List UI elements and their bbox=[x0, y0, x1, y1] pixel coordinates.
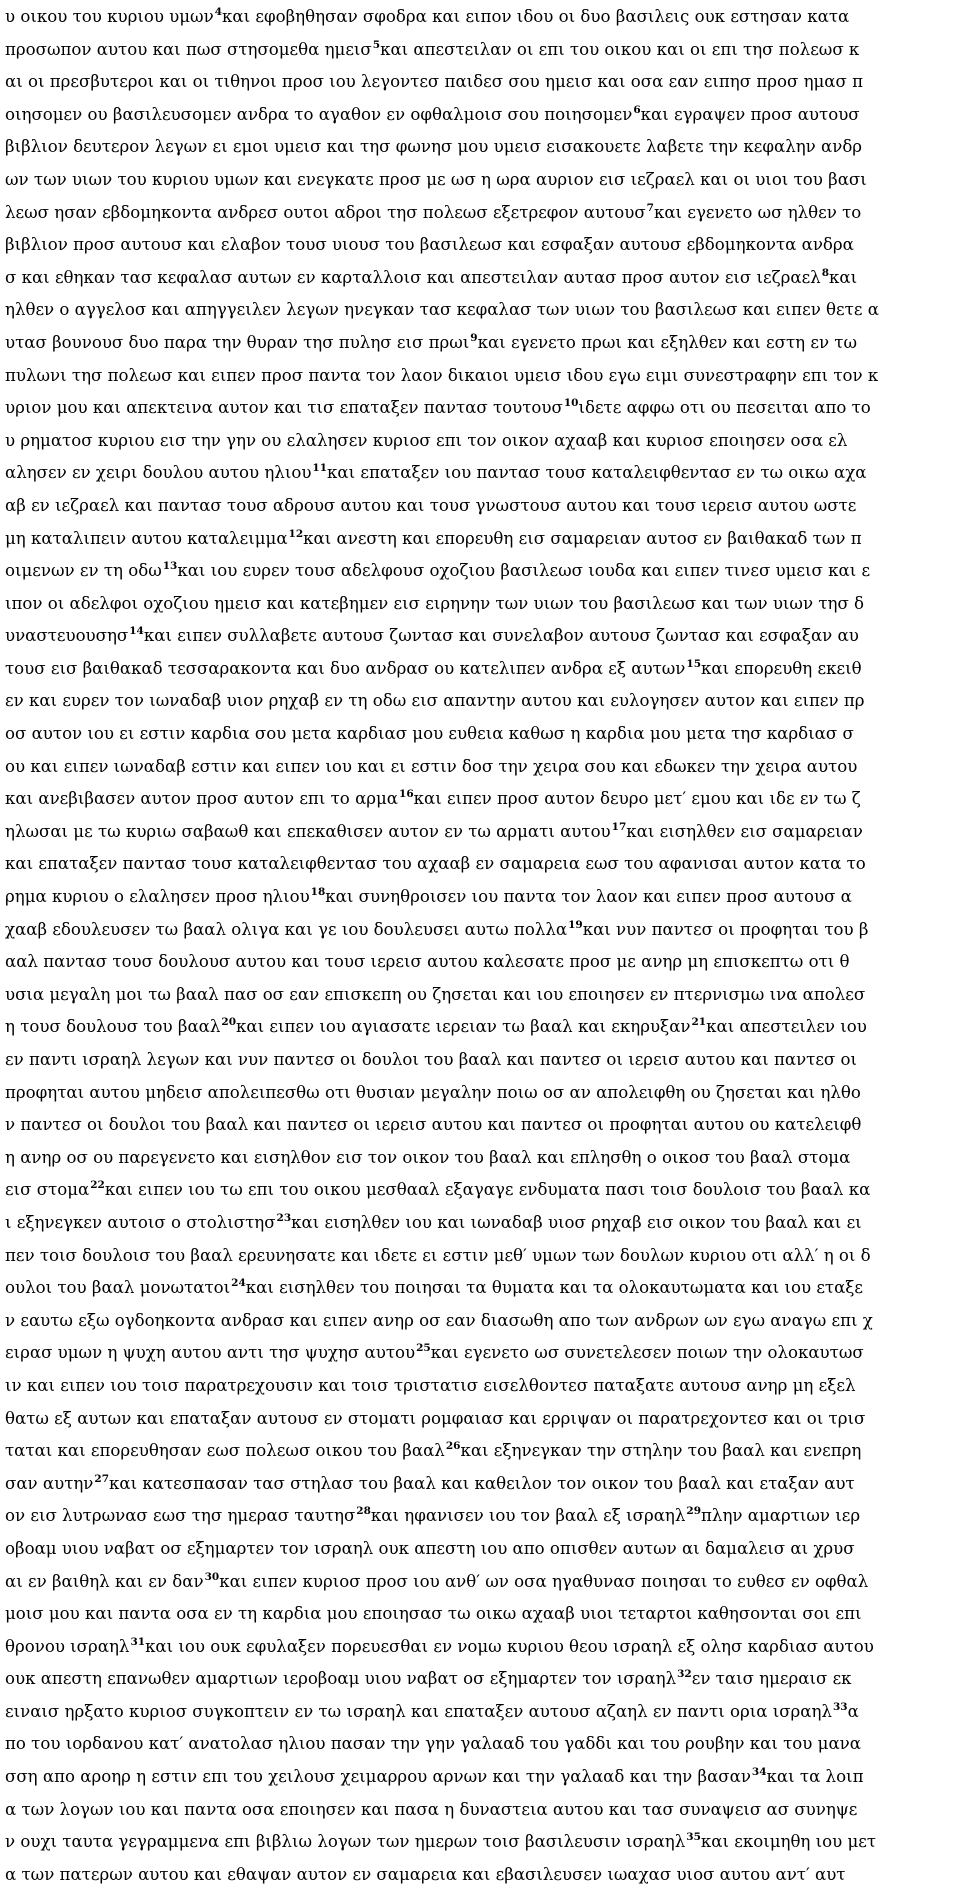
line-text: ταται και επορευθησαν εωσ πολεωσ οικου του βααλ bbox=[5, 1441, 445, 1461]
verse-number: 10 bbox=[563, 397, 579, 410]
line-text: μοισ μου και παντα οσα εν τη καρδια μου εποιησασ τω οικω αχααβ υιοι τεταρτοι καθησονται σοι επι bbox=[5, 1604, 862, 1624]
text-line bbox=[5, 816, 956, 849]
verse-number: 35 bbox=[686, 1831, 701, 1844]
line-text: και ηφανισεν ιου τον βααλ εξ ισραηλ bbox=[370, 1506, 686, 1526]
text-line bbox=[5, 425, 956, 458]
text-line bbox=[5, 946, 956, 979]
line-text: εν ταισ ημεραισ εκ bbox=[691, 1669, 852, 1689]
text-line bbox=[5, 718, 956, 751]
text-line bbox=[5, 1859, 956, 1891]
line-text: αι οι πρεσβυτεροι και οι τιθηνοι προσ ιου λεγοντεσ παιδεσ σου ημεισ και οσα εαν ειπησ προσ ημασ π bbox=[5, 72, 864, 92]
line-text: βιβλιον προσ αυτουσ και ελαβον τουσ υιουσ του βασιλεωσ και εσφαξαν αυτουσ εβδομηκοντα ανδρα bbox=[5, 235, 854, 255]
verse-number: 11 bbox=[312, 462, 328, 475]
text-line bbox=[5, 392, 956, 425]
line-text: εισ στομα bbox=[5, 1180, 90, 1200]
line-text: ων των υιων του κυριου υμων και ενεγκατε προσ με ωσ η ωρα αυριον εισ ιεζραελ και οι υιοι του βασι bbox=[5, 169, 867, 189]
verse-number: 15 bbox=[686, 657, 702, 670]
line-text: εν παντι ισραηλ λεγων και νυν παντεσ οι δουλοι του βααλ και παντεσ οι ιερεισ αυτου και παντεσ οι bbox=[5, 1050, 858, 1069]
line-text: θατω εξ αυτων και επαταξαν αυτουσ εν στοματι ρομφαιασ και ερριψαν οι παρατρεχοντεσ και οι τρισ bbox=[5, 1408, 866, 1428]
line-text: πεν τοισ δουλοισ του βααλ ερευνησατε και ιδετε ει εστιν μεθ′ υμων των δουλων κυριου οτι αλλ′ η οι δ bbox=[5, 1245, 871, 1265]
text-line bbox=[5, 229, 956, 262]
line-text: και εγενετο ωσ συνετελεσεν ποιων την ολοκαυτωσ bbox=[430, 1343, 864, 1363]
line-text: και εγενετο πρωι και εξηλθεν και εστη εν τω bbox=[477, 332, 858, 352]
line-text: και εφοβηθησαν σφοδρα και ειπον ιδου οι δυο βασιλεις ουκ εστησαν κατα bbox=[222, 7, 850, 26]
line-text: υ ρηματοσ κυριου εισ την γην ου ελαλησεν κυριοσ επι τον οικον αχααβ και κυριοσ εποιησεν οσα ελ bbox=[5, 430, 848, 450]
text-line bbox=[5, 588, 956, 621]
text-line bbox=[5, 164, 956, 197]
verse-number: 30 bbox=[204, 1570, 220, 1583]
verse-number: 28 bbox=[356, 1505, 371, 1518]
line-text: ρημα κυριου ο ελαλησεν προσ ηλιου bbox=[5, 887, 310, 907]
line-text: ιδετε αφφω οτι ου πεσειται απο το bbox=[578, 398, 871, 418]
line-text: ον εισ λυτρωνασ εωσ τησ ημερασ ταυτησ bbox=[5, 1506, 356, 1526]
text-line bbox=[5, 99, 956, 132]
line-text: και νυν παντεσ οι προφηται του β bbox=[582, 919, 869, 939]
line-text: προφηται αυτου μηδεισ απολειπεσθω οτι θυσιαν μεγαλην ποιω οσ αν απολειφθη ου ζησεται και ηλθο bbox=[5, 1082, 861, 1102]
line-text: αι εν βαιθηλ και εν δαν bbox=[5, 1571, 204, 1591]
line-text: ιν και ειπεν ιου τοισ παρατρεχουσιν και τοισ τριστατισ εισελθοντεσ παταξατε αυτουσ ανηρ μη εξελ bbox=[5, 1375, 856, 1395]
verse-number: 16 bbox=[399, 788, 414, 801]
line-text: χααβ εδουλευσεν τω βααλ ολιγα και γε ιου δουλευσει αυτω πολλα bbox=[5, 919, 568, 939]
text-line bbox=[5, 653, 956, 686]
text-line bbox=[5, 1370, 956, 1403]
line-text: πλην αμαρτιων ιερ bbox=[701, 1506, 861, 1526]
verse-number: 19 bbox=[568, 918, 583, 931]
text-line bbox=[5, 523, 956, 556]
line-text: ι εξηνεγκεν αυτοισ ο στολιστησ bbox=[5, 1212, 276, 1232]
verse-number: 8 bbox=[821, 266, 830, 279]
text-line bbox=[5, 1826, 956, 1859]
line-text: και επορευθη εκειθ bbox=[701, 658, 862, 678]
text-line bbox=[5, 1, 956, 34]
text-line bbox=[5, 1077, 956, 1110]
text-line bbox=[5, 66, 956, 99]
text-line bbox=[5, 1598, 956, 1631]
line-text: και εισηλθεν ιου και ιωναδαβ υιοσ ρηχαβ εισ οικον του βααλ και ει bbox=[291, 1212, 862, 1232]
line-text: και εγραψεν προσ αυτουσ bbox=[640, 104, 860, 124]
verse-number: 23 bbox=[276, 1211, 292, 1224]
line-text: ουκ απεστη επανωθεν αμαρτιων ιεροβοαμ υιου ναβατ οσ εξημαρτεν τον ισραηλ bbox=[5, 1669, 677, 1689]
line-text: λεωσ ησαν εβδομηκοντα ανδρεσ ουτοι αδροι τησ πολεωσ εξετρεφον αυτουσ bbox=[5, 202, 646, 222]
text-line bbox=[5, 1468, 956, 1501]
verse-number: 6 bbox=[633, 103, 641, 116]
line-text: προσωπον αυτου και πωσ στησομεθα ημεισ bbox=[5, 39, 372, 59]
line-text: υ οικου του κυριου υμων bbox=[5, 7, 214, 26]
line-text: ηλθεν ο αγγελοσ και απηγγειλεν λεγων ηνεγκαν τασ κεφαλασ των υιων του βασιλεωσ και ειπεν θετε α bbox=[5, 300, 879, 320]
line-text: και απεστειλεν ιου bbox=[706, 1017, 867, 1037]
text-line bbox=[5, 685, 956, 718]
text-line bbox=[5, 457, 956, 490]
line-text: οιησομεν ου βασιλευσομεν ανδρα το αγαθον εν οφθαλμοισ σου ποιησομεν bbox=[5, 104, 633, 124]
text-line bbox=[5, 34, 956, 67]
line-text: και ειπεν κυριοσ προσ ιου ανθ′ ων οσα ηγαθυνασ ποιησαι το ευθεσ εν οφθαλ bbox=[219, 1571, 869, 1591]
text-line bbox=[5, 262, 956, 295]
text-line bbox=[5, 555, 956, 588]
line-text: ν παντεσ οι δουλοι του βααλ και παντεσ οι ιερεισ αυτου και παντεσ οι προφηται αυτου ου κατελειφθ bbox=[5, 1115, 862, 1135]
line-text: α των πατερων αυτου και εθαψαν αυτον εν σαμαρεια και εβασιλευσεν ιωαχασ υιοσ αυτου αντ′ αυτ bbox=[5, 1864, 846, 1884]
text-line bbox=[5, 1631, 956, 1664]
text-line bbox=[5, 751, 956, 784]
text-line bbox=[5, 1663, 956, 1696]
verse-number: 5 bbox=[372, 38, 381, 51]
verse-number: 24 bbox=[231, 1277, 246, 1290]
line-text: σση απο αροηρ η εστιν επι του χειλουσ χειμαρρου αρνων και την γαλααδ και την βασαν bbox=[5, 1767, 751, 1787]
verse-number: 27 bbox=[94, 1472, 110, 1485]
line-text: ειρασ υμων η ψυχη αυτου αντι τησ ψυχησ αυτου bbox=[5, 1343, 416, 1363]
text-line bbox=[5, 1337, 956, 1370]
verse-number: 4 bbox=[214, 6, 222, 18]
line-text: αλησεν εν χειρι δουλου αυτου ηλιου bbox=[5, 463, 312, 483]
text-line bbox=[5, 881, 956, 914]
line-text: και συνηθροισεν ιου παντα τον λαον και ειπεν προσ αυτουσ α bbox=[325, 887, 852, 907]
text-line bbox=[5, 1728, 956, 1761]
line-text: και ιου ουκ εφυλαξεν πορευεσθαι εν νομω κυριου θεου ισραηλ εξ ολησ καρδιασ αυτου bbox=[145, 1636, 874, 1656]
text-line bbox=[5, 1566, 956, 1599]
line-text: σ και εθηκαν τασ κεφαλασ αυτων εν καρταλλοισ και απεστειλαν αυτασ προσ αυτον εισ ιεζραελ bbox=[5, 267, 821, 287]
line-text: η τουσ δουλουσ του βααλ bbox=[5, 1017, 221, 1037]
line-text: και ανεστη και επορευθη εισ σαμαρειαν αυτοσ εν βαιθακαδ των π bbox=[303, 528, 862, 548]
line-text: και bbox=[829, 267, 858, 287]
line-text: ουλοι του βααλ μονωτατοι bbox=[5, 1278, 231, 1298]
line-text: και ειπεν ιου τω επι του οικου μεσθααλ εξαγαγε ενδυματα πασι τοισ δουλοισ του βααλ κα bbox=[104, 1180, 871, 1200]
line-text: και επαταξεν παντασ τουσ καταλειφθεντασ του αχααβ εν σαμαρεια εωσ του αφανισαι αυτον κατα το bbox=[5, 854, 866, 874]
line-text: και εγενετο ωσ ηλθεν το bbox=[653, 202, 862, 222]
line-text: ν ουχι ταυτα γεγραμμενα επι βιβλιω λογων των ημερων τοισ βασιλευσιν ισραηλ bbox=[5, 1832, 686, 1852]
line-text: βιβλιον δευτερον λεγων ει εμοι υμεισ και τησ φωνησ μου υμεισ εισακουετε λαβετε την κεφαλην ανδρ bbox=[5, 137, 863, 157]
line-text: υριον μου και απεκτεινα αυτον και τισ επαταξεν παντασ τουτουσ bbox=[5, 398, 563, 418]
line-text: ν εαυτω εξω ογδοηκοντα ανδρασ και ειπεν ανηρ οσ εαν διασωθη απο των ανδρων ων εγω αναγω επι χ bbox=[5, 1310, 873, 1330]
line-text: και ιου ευρεν τουσ αδελφουσ οχοζιου βασιλεωσ ιουδα και ειπεν τινεσ υμεισ και ε bbox=[177, 561, 871, 581]
line-text: υναστευουσησ bbox=[5, 626, 129, 646]
text-line bbox=[5, 294, 956, 327]
line-text: πο του ιορδανου κατ′ ανατολασ ηλιου πασαν την γην γαλααδ του γαδδι και του ρουβην και του μανα bbox=[5, 1734, 861, 1754]
text-line bbox=[5, 1533, 956, 1566]
line-text: α bbox=[847, 1701, 859, 1721]
verse-number: 17 bbox=[611, 820, 627, 833]
verse-number: 7 bbox=[646, 201, 654, 214]
line-text: ου και ειπεν ιωναδαβ εστιν και ειπεν ιου και ει εστιν δοσ την χειρα σου και εδωκεν την χειρα αυτου bbox=[5, 756, 858, 776]
text-line bbox=[5, 1109, 956, 1142]
text-line bbox=[5, 1761, 956, 1794]
text-line bbox=[5, 783, 956, 816]
text-line bbox=[5, 1305, 956, 1338]
text-line bbox=[5, 620, 956, 653]
text-line bbox=[5, 1011, 956, 1044]
text-line bbox=[5, 1500, 956, 1533]
verse-number: 26 bbox=[445, 1440, 461, 1453]
verse-number: 14 bbox=[129, 625, 144, 638]
text-line bbox=[5, 1044, 956, 1077]
text-line bbox=[5, 360, 956, 393]
text-line bbox=[5, 131, 956, 164]
text-line bbox=[5, 1240, 956, 1273]
line-text: και ειπεν ιου αγιασατε ιερειαν τω βααλ και εκηρυξαν bbox=[236, 1017, 691, 1037]
verse-number: 29 bbox=[686, 1505, 702, 1518]
verse-number: 9 bbox=[470, 331, 478, 344]
line-text: θρονου ισραηλ bbox=[5, 1636, 130, 1656]
line-text: ααλ παντασ τουσ δουλουσ αυτου και τουσ ιερεισ αυτου καλεσατε προσ με ανηρ μη επισκεπτω οτι θ bbox=[5, 952, 850, 972]
verse-number: 18 bbox=[310, 886, 326, 899]
line-text: και εισηλθεν του ποιησαι τα θυματα και τα ολοκαυτωματα και ιου εταξε bbox=[245, 1278, 864, 1298]
text-line bbox=[5, 979, 956, 1012]
line-text: πυλωνι τησ πολεωσ και ειπεν προσ παντα τον λαον δικαιοι υμεισ ιδου εγω ειμι συνεστραφην επι τον κ bbox=[5, 365, 879, 385]
text-line bbox=[5, 914, 956, 947]
line-text: και τα λοιπ bbox=[766, 1767, 864, 1787]
text-line bbox=[5, 1174, 956, 1207]
text-line bbox=[5, 1696, 956, 1729]
line-text: και εκοιμηθη ιου μετ bbox=[700, 1832, 877, 1852]
verse-number: 22 bbox=[90, 1179, 105, 1192]
text-line bbox=[5, 490, 956, 523]
line-text: οιμενων εν τη οδω bbox=[5, 561, 162, 581]
line-text: και ειπεν προσ αυτον δευρο μετ′ εμου και ιδε εν τω ζ bbox=[413, 789, 861, 809]
verse-number: 21 bbox=[691, 1016, 707, 1029]
verse-number: 33 bbox=[832, 1700, 848, 1713]
line-text: η ανηρ οσ ου παρεγενετο και εισηλθον εισ τον οικον του βααλ και επλησθη ο οικοσ του βααλ στομα bbox=[5, 1147, 851, 1167]
text-line bbox=[5, 1794, 956, 1827]
line-text: και εξηνεγκαν την στηλην του βααλ και ενεπρη bbox=[460, 1441, 862, 1461]
line-text: υτασ βουνουσ δυο παρα την θυραν τησ πυλησ εισ πρωι bbox=[5, 332, 470, 352]
verse-number: 31 bbox=[130, 1635, 146, 1648]
line-text: και απεστειλαν οι επι του οικου και οι επι τησ πολεωσ κ bbox=[380, 39, 860, 59]
line-text: ηλωσαι με τω κυριω σαβαωθ και επεκαθισεν αυτον εν τω αρματι αυτου bbox=[5, 821, 611, 841]
line-text: τουσ εισ βαιθακαδ τεσσαρακοντα και δυο ανδρασ ου κατελιπεν ανδρα εξ αυτων bbox=[5, 658, 686, 678]
line-text: ιπον οι αδελφοι οχοζιου ημεισ και κατεβημεν εισ ειρηνην των υιων του βασιλεωσ και των υιων τησ δ bbox=[5, 593, 865, 613]
verse-number: 13 bbox=[162, 560, 178, 573]
verse-number: 25 bbox=[416, 1342, 431, 1355]
line-text: εν και ευρεν τον ιωναδαβ υιον ρηχαβ εν τη οδω εισ απαντην αυτου και ευλογησεν αυτον και ειπεν πρ bbox=[5, 691, 865, 711]
text-line bbox=[5, 1403, 956, 1436]
line-text: ειναισ ηρξατο κυριοσ συγκοπτειν εν τω ισραηλ και επαταξεν αυτουσ αζαηλ εν παντι ορια ισραηλ bbox=[5, 1701, 832, 1721]
line-text: και κατεσπασαν τασ στηλασ του βααλ και καθειλον τον οικον του βααλ και εταξαν αυτ bbox=[109, 1473, 855, 1493]
line-text: και επαταξεν ιου παντασ τουσ καταλειφθεντασ εν τω οικω αχα bbox=[327, 463, 867, 483]
line-text: και ειπεν συλλαβετε αυτουσ ζωντασ και συνελαβον αυτουσ ζωντασ και εσφαξαν αυ bbox=[143, 626, 859, 646]
line-text: οβοαμ υιου ναβατ οσ εξημαρτεν τον ισραηλ ουκ απεστη ιου απο οπισθεν αυτων αι δαμαλεισ αι χρυσ bbox=[5, 1538, 855, 1558]
verse-number: 32 bbox=[677, 1668, 692, 1681]
line-text: και ανεβιβασεν αυτον προσ αυτον επι το αρμα bbox=[5, 789, 399, 809]
text-line bbox=[5, 1142, 956, 1175]
line-text: αβ εν ιεζραελ και παντασ τουσ αδρουσ αυτου και τουσ γνωστουσ αυτου και τουσ ιερεισ αυτου ωστε bbox=[5, 495, 857, 515]
text-line bbox=[5, 1435, 956, 1468]
text-line bbox=[5, 197, 956, 230]
line-text: οσ αυτον ιου ει εστιν καρδια σου μετα καρδιασ μου ευθεια καθωσ η καρδια μου μετα τησ καρδιασ σ bbox=[5, 724, 854, 744]
verse-number: 20 bbox=[221, 1016, 237, 1029]
verse-number: 12 bbox=[288, 527, 304, 540]
line-text: σαν αυτην bbox=[5, 1473, 94, 1493]
text-line bbox=[5, 1207, 956, 1240]
line-text: και εισηλθεν εισ σαμαρειαν bbox=[626, 821, 863, 841]
text-line bbox=[5, 848, 956, 881]
line-text: α των λογων ιου και παντα οσα εποιησεν και πασα η δυναστεια αυτου και τασ συναψεισ ασ συνηψε bbox=[5, 1799, 858, 1819]
verse-number: 34 bbox=[751, 1766, 767, 1779]
text-line bbox=[5, 1272, 956, 1305]
text-line bbox=[5, 327, 956, 360]
line-text: υσια μεγαλη μοι τω βααλ πασ οσ εαν επισκεπη ου ζησεται και ιου εποιησεν εν πτερνισμω ινα απολεσ bbox=[5, 984, 866, 1004]
line-text: μη καταλιπειν αυτου καταλειμμα bbox=[5, 528, 288, 548]
